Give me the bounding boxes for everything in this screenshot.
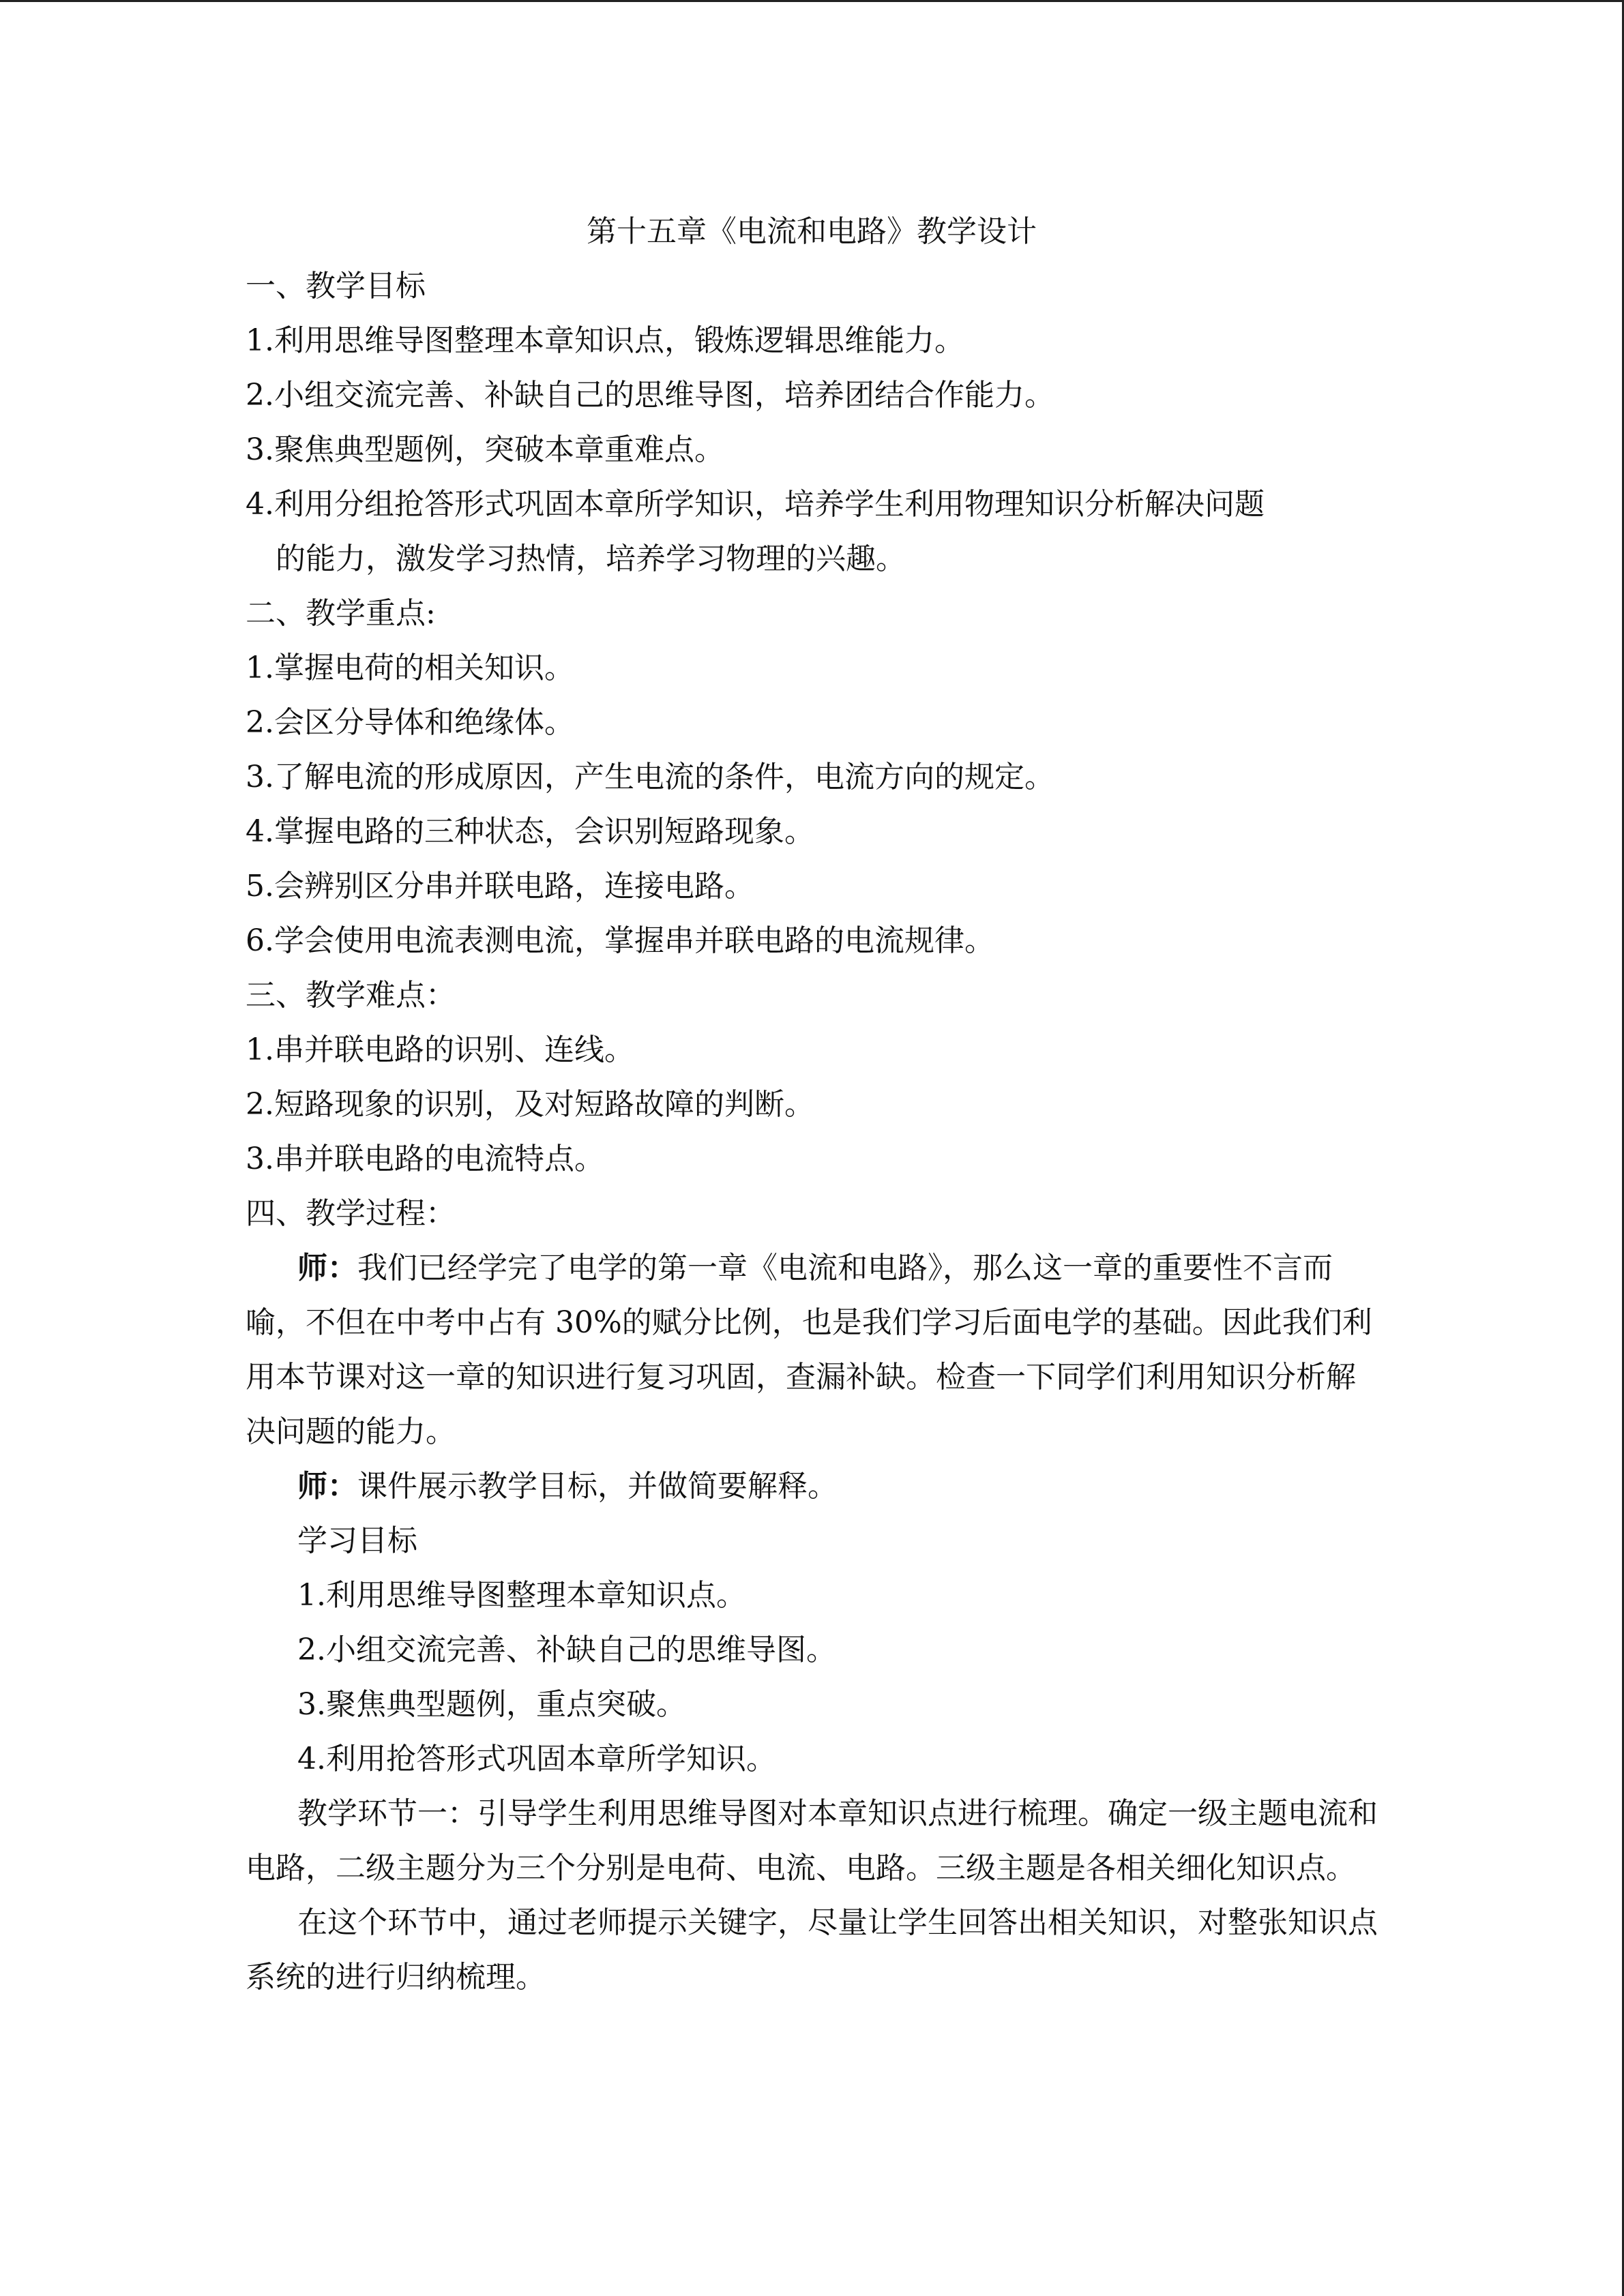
goal-item: 4.利用分组抢答形式巩固本章所学知识，培养学生利用物理知识分析解决问题	[246, 487, 1265, 522]
learning-goals-heading: 学习目标	[297, 1523, 417, 1558]
teacher-label: 师：	[297, 1251, 357, 1285]
process-paragraph-2-text: 课件展示教学目标，并做简要解释。	[357, 1469, 838, 1504]
goals-heading: 一、教学目标	[246, 269, 426, 303]
process-paragraph-2	[246, 1459, 1378, 1514]
difficult-points-heading: 三、教学难点：	[246, 978, 456, 1013]
difficult-point-item: 2.短路现象的识别，及对短路故障的判断。	[246, 1087, 814, 1122]
learning-goal-item: 3.聚焦典型题例，重点突破。	[297, 1687, 686, 1722]
teacher-label: 师：	[297, 1469, 357, 1504]
learning-goal-item: 2.小组交流完善、补缺自己的思维导图。	[297, 1632, 836, 1667]
key-point-item: 2.会区分导体和绝缘体。	[246, 705, 574, 740]
key-points-heading: 二、教学重点:	[246, 596, 436, 631]
learning-goal-item: 1.利用思维导图整理本章知识点。	[297, 1578, 746, 1613]
key-point-item: 1.掌握电荷的相关知识。	[246, 651, 574, 685]
goal-item: 3.聚焦典型题例，突破本章重难点。	[246, 432, 724, 467]
key-point-item: 3.了解电流的形成原因，产生电流的条件，电流方向的规定。	[246, 760, 1054, 794]
learning-goal-item: 4.利用抢答形式巩固本章所学知识。	[297, 1742, 776, 1776]
process-paragraph-1	[246, 1241, 1378, 1459]
key-point-item: 5.会辨别区分串并联电路，连接电路。	[246, 869, 754, 904]
goal-item: 2.小组交流完善、补缺自己的思维导图，培养团结合作能力。	[246, 378, 1054, 413]
goal-item-continuation: 的能力，激发学习热情，培养学习物理的兴趣。	[276, 541, 906, 576]
goal-item: 1.利用思维导图整理本章知识点，锻炼逻辑思维能力。	[246, 323, 964, 358]
teaching-step-1-detail-paragraph: 在这个环节中，通过老师提示关键字，尽量让学生回答出相关知识，对整张知识点系统的进行归纳梳理。	[246, 1905, 1378, 1995]
key-point-item: 6.学会使用电流表测电流，掌握串并联电路的电流规律。	[246, 923, 994, 958]
document-title: 第十五章《电流和电路》教学设计	[587, 214, 1037, 249]
difficult-point-item: 1.串并联电路的识别、连线。	[246, 1032, 634, 1067]
page-top-border	[0, 0, 1624, 2]
difficult-point-item: 3.串并联电路的电流特点。	[246, 1142, 604, 1176]
process-paragraph-1-text: 我们已经学完了电学的第一章《电流和电路》，那么这一章的重要性不言而喻，不但在中考中占有 30%的赋分比例，也是我们学习后面电学的基础。因此我们利用本节课对这一章的知识进行复习巩固，查漏补缺。检查一下同学们利用知识分析解决问题的能力。	[246, 1251, 1372, 1449]
document-body	[246, 205, 1378, 2005]
teaching-step-1-paragraph: 教学环节一：引导学生利用思维导图对本章知识点进行梳理。确定一级主题电流和电路，二级主题分为三个分别是电荷、电流、电路。三级主题是各相关细化知识点。	[246, 1796, 1378, 1885]
process-heading: 四、教学过程：	[246, 1196, 456, 1231]
key-point-item: 4.掌握电路的三种状态，会识别短路现象。	[246, 814, 814, 849]
